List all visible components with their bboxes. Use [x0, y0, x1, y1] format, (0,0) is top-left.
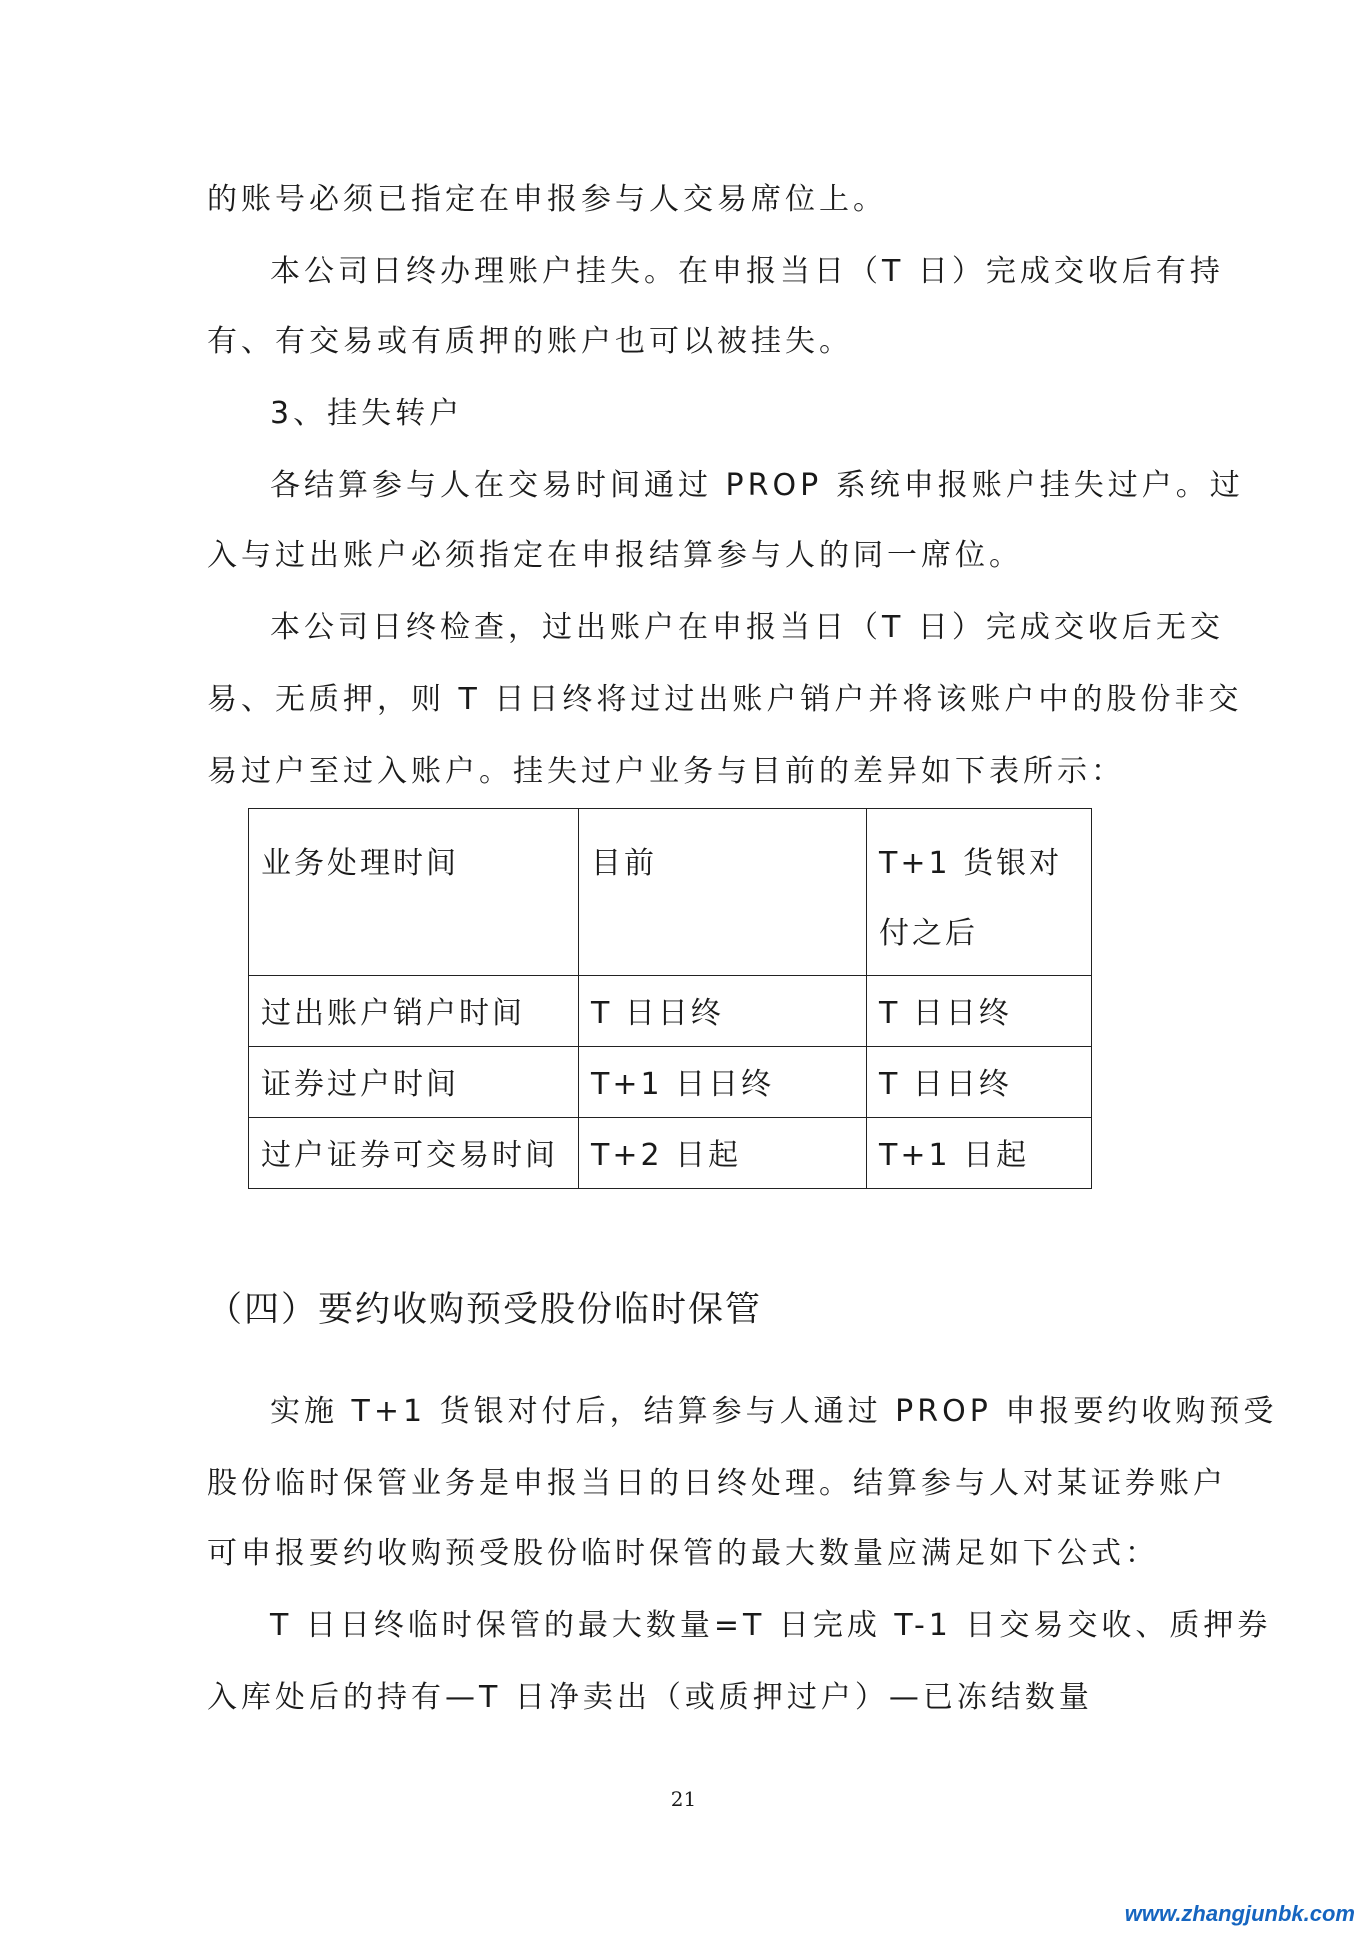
- table-cell: 过出账户销户时间: [249, 976, 579, 1047]
- section-heading: （四）要约收购预受股份临时保管: [207, 1290, 763, 1330]
- table-header-row: [249, 809, 1092, 976]
- paragraph-line: 有、有交易或有质押的账户也可以被挂失。: [207, 324, 853, 359]
- table-cell: T+2 日起: [579, 1118, 867, 1189]
- table-header-cell: T+1 货银对付之后: [867, 809, 1092, 976]
- watermark-link[interactable]: www.zhangjunbk.com: [1124, 1901, 1355, 1926]
- subsection-title: 3、挂失转户: [270, 396, 464, 431]
- formula-line: 入库处后的持有—T 日净卖出（或质押过户）—已冻结数量: [207, 1680, 1093, 1715]
- paragraph-line: 可申报要约收购预受股份临时保管的最大数量应满足如下公式：: [207, 1536, 1159, 1571]
- table-cell: T+1 日日终: [579, 1047, 867, 1118]
- paragraph-line: 的账号必须已指定在申报参与人交易席位上。: [207, 182, 887, 217]
- comparison-table: [248, 808, 1092, 1189]
- table-header-cell: 业务处理时间: [249, 809, 579, 976]
- paragraph-line: 本公司日终检查，过出账户在申报当日（T 日）完成交收后无交: [270, 610, 1224, 645]
- table-cell: T 日日终: [867, 1047, 1092, 1118]
- paragraph-line: 实施 T+1 货银对付后，结算参与人通过 PROP 申报要约收购预受: [270, 1394, 1278, 1429]
- formula-line: T 日日终临时保管的最大数量=T 日完成 T-1 日交易交收、质押券: [270, 1608, 1272, 1643]
- table-header-cell: 目前: [579, 809, 867, 976]
- page-number: 21: [670, 1787, 697, 1811]
- table-row: [249, 1047, 1092, 1118]
- table-cell: T 日日终: [867, 976, 1092, 1047]
- table-cell: 过户证券可交易时间: [249, 1118, 579, 1189]
- paragraph-line: 易、无质押，则 T 日日终将过过出账户销户并将该账户中的股份非交: [207, 682, 1243, 717]
- paragraph-line: 易过户至过入账户。挂失过户业务与目前的差异如下表所示：: [207, 754, 1125, 789]
- paragraph-line: 各结算参与人在交易时间通过 PROP 系统申报账户挂失过户。过: [270, 468, 1244, 503]
- table-cell: 证券过户时间: [249, 1047, 579, 1118]
- table-row: [249, 976, 1092, 1047]
- table-cell: T+1 日起: [867, 1118, 1092, 1189]
- paragraph-line: 入与过出账户必须指定在申报结算参与人的同一席位。: [207, 538, 1023, 573]
- paragraph-line: 本公司日终办理账户挂失。在申报当日（T 日）完成交收后有持: [270, 254, 1224, 289]
- table-cell: T 日日终: [579, 976, 867, 1047]
- table-row: [249, 1118, 1092, 1189]
- paragraph-line: 股份临时保管业务是申报当日的日终处理。结算参与人对某证券账户: [207, 1466, 1227, 1501]
